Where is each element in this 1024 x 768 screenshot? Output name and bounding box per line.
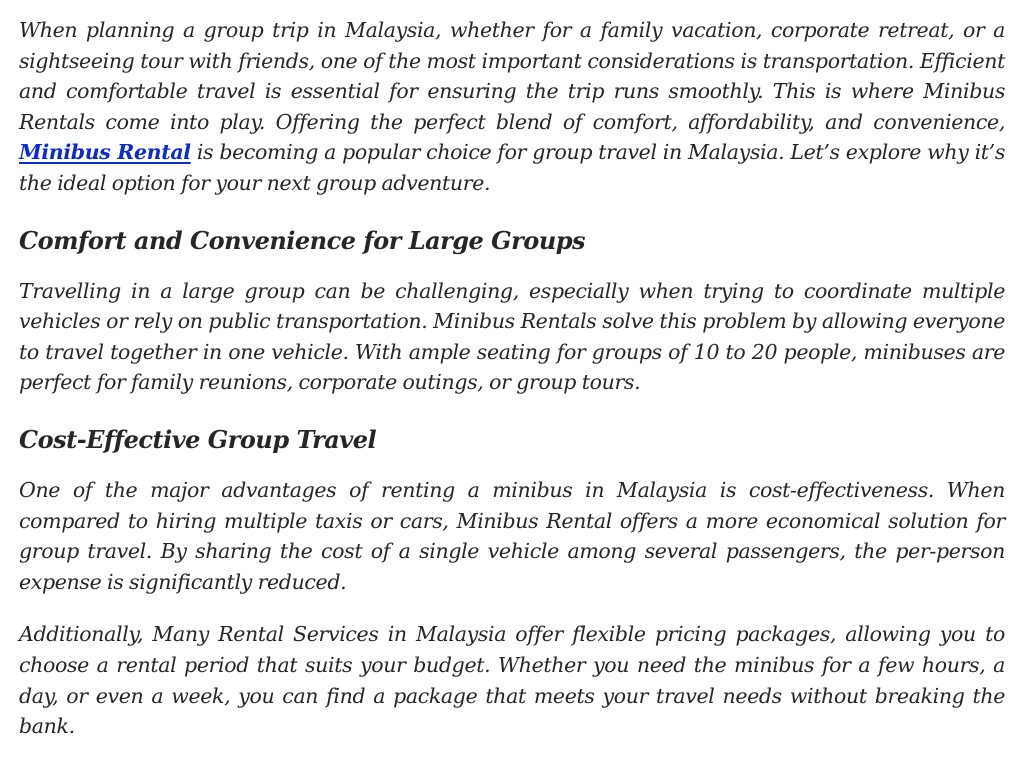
cost-paragraph: One of the major advantages of renting a minibus in Malaysia is cost-effectiveness. When compared to hiring multiple taxis or cars, Minibus Rental offers a more economical solution for group travel. By sharing the cost of a single vehicle among several passengers, the per-person expense is significantly reduced. xyxy=(19,477,1005,594)
minibus-rental-link[interactable]: Minibus Rental xyxy=(19,140,191,165)
pricing-paragraph: Additionally, Many Rental Services in Malaysia offer flexible pricing packages, allowing you to choose a rental period that suits your budget. Whether you need the minibus for a few hours, a day, or even a week, you can find a package that meets your travel needs without breaking the bank. xyxy=(19,622,1005,739)
intro-paragraph xyxy=(19,15,1005,199)
comfort-paragraph: Travelling in a large group can be challenging, especially when trying to coordinate multiple vehicles or rely on public transportation. Minibus Rentals solve this problem by allowing everyone to travel together in one vehicle. With ample seating for groups of 10 to 20 people, minibuses are perfect for family reunions, corporate outings, or group tours. xyxy=(19,278,1005,395)
intro-text-after-link: is becoming a popular choice for group travel in Malaysia. Let’s explore why it’s the ideal option for your next group adventure. xyxy=(19,140,1005,195)
section-heading-cost: Cost-Effective Group Travel xyxy=(19,424,377,454)
intro-text-before-link: When planning a group trip in Malaysia, whether for a family vacation, corporate retreat, or a sightseeing tour with friends, one of the most important considerations is transportation. Efficient and comfortable travel is essential for ensuring the trip runs smoothly. This is where Minibus Rentals come into play. Offering the perfect blend of comfort, affordability, and convenience, xyxy=(19,18,1005,134)
section-heading-comfort: Comfort and Convenience for Large Groups xyxy=(19,225,586,255)
